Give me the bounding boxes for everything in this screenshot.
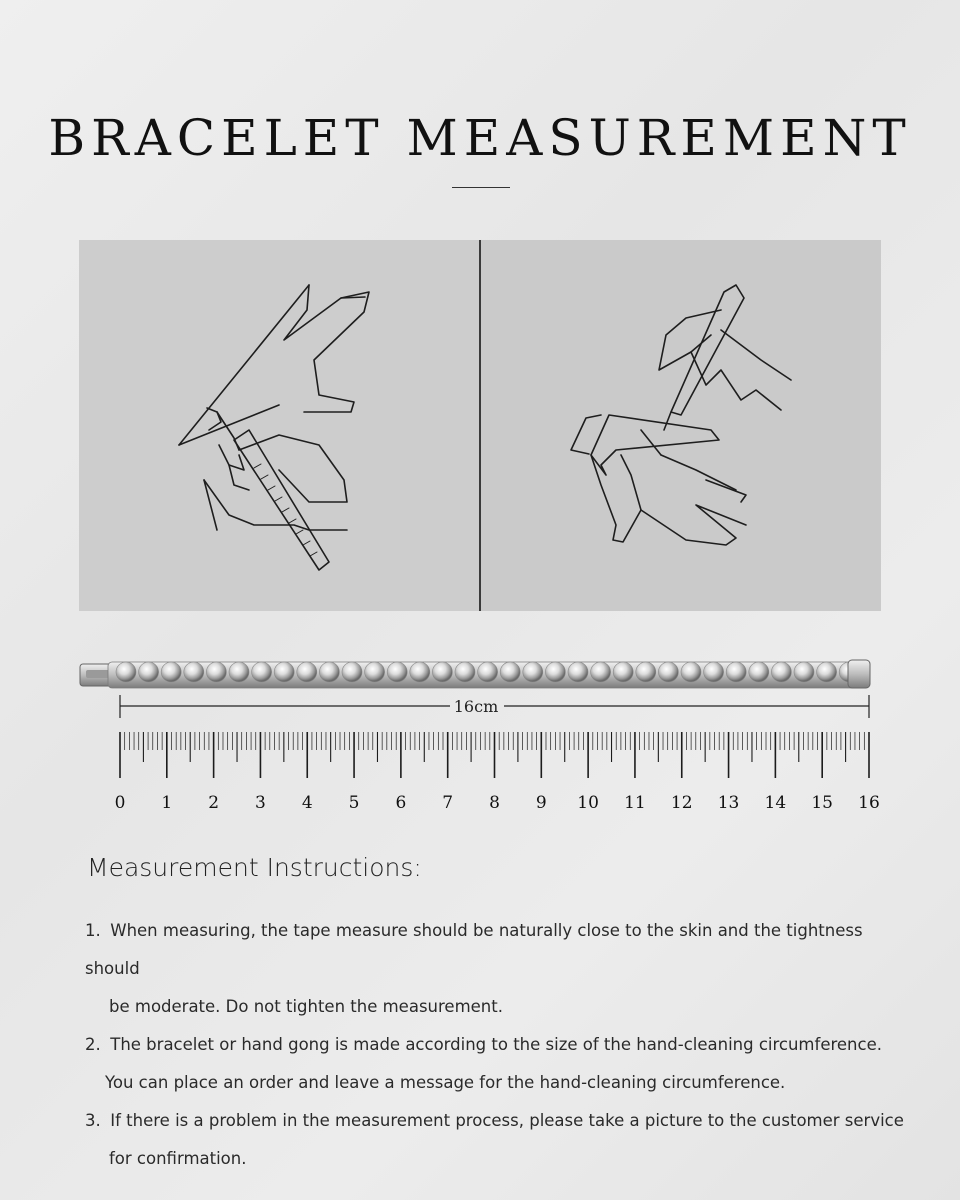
- ruler-tick-label: 9: [535, 793, 547, 813]
- instruction-item-2: [85, 1026, 915, 1102]
- page-title: BRACELET MEASUREMENT: [48, 109, 912, 167]
- illustration-mark-tape: [481, 240, 881, 611]
- bracelet-stone: [297, 662, 317, 682]
- bracelet-stone: [342, 662, 362, 682]
- bracelet-stone: [206, 662, 226, 682]
- instruction-text: When measuring, the tape measure should be naturally close to the skin and the tightness should: [85, 921, 863, 978]
- ruler-tick-label: 3: [255, 793, 266, 813]
- bracelet-stone: [771, 662, 791, 682]
- ruler-tick-label: 16: [858, 793, 880, 813]
- bracelet-stone: [455, 662, 475, 682]
- bracelet-stone: [794, 662, 814, 682]
- measurement-ruler: [100, 690, 890, 824]
- bracelet-stone: [636, 662, 656, 682]
- instruction-text-cont: for confirmation.: [109, 1149, 247, 1168]
- bracelet-stone: [252, 662, 272, 682]
- instruction-number: 2.: [85, 1035, 101, 1054]
- illustration-wrap-tape: [79, 240, 479, 611]
- ruler-tick-label: 0: [114, 793, 126, 813]
- instructions-list: [85, 912, 915, 1178]
- bracelet-stone: [658, 662, 678, 682]
- bracelet-stone: [410, 662, 430, 682]
- bracelet-stone: [478, 662, 498, 682]
- ruler-tick-label: 7: [442, 793, 454, 813]
- ruler-tick-label: 4: [301, 793, 313, 813]
- bracelet-stone: [726, 662, 746, 682]
- panel-divider: [479, 240, 481, 611]
- bracelet-stone: [749, 662, 769, 682]
- ruler-tick-label: 8: [489, 793, 500, 813]
- instruction-item-1: [85, 912, 915, 1026]
- length-label: 16cm: [453, 697, 499, 716]
- bracelet-stone: [523, 662, 543, 682]
- ruler-tick-label: 14: [764, 793, 787, 813]
- bracelet-stone: [704, 662, 724, 682]
- bracelet-stone: [319, 662, 339, 682]
- bracelet-stone: [817, 662, 837, 682]
- bracelet-stone: [591, 662, 611, 682]
- instruction-number: 1.: [85, 921, 101, 940]
- bracelet-stone: [161, 662, 181, 682]
- bracelet-stone: [500, 662, 520, 682]
- ruler-tick-label: 12: [670, 793, 693, 813]
- bracelet-stone: [568, 662, 588, 682]
- illustration-panels: [79, 240, 881, 611]
- ruler-tick-label: 1: [161, 793, 173, 813]
- bracelet-stone: [139, 662, 159, 682]
- instruction-text: If there is a problem in the measurement process, please take a picture to the customer service: [110, 1111, 904, 1130]
- bracelet-stone: [613, 662, 633, 682]
- bracelet-stone: [432, 662, 452, 682]
- bracelet-stone: [387, 662, 407, 682]
- bracelet-stone: [116, 662, 136, 682]
- instruction-item-3: [85, 1102, 915, 1178]
- ruler-tick-label: 15: [811, 793, 834, 813]
- instruction-text-cont: be moderate. Do not tighten the measurement.: [109, 997, 503, 1016]
- bracelet-stone: [229, 662, 249, 682]
- ruler-tick-label: 5: [348, 793, 360, 813]
- instruction-number: 3.: [85, 1111, 101, 1130]
- ruler-tick-label: 11: [624, 793, 646, 813]
- instruction-text: The bracelet or hand gong is made according to the size of the hand-cleaning circumference.: [110, 1035, 882, 1054]
- bracelet-stone: [681, 662, 701, 682]
- title-divider: [452, 187, 510, 188]
- instructions-heading: Measurement Instructions:: [87, 853, 422, 882]
- bracelet-stone: [274, 662, 294, 682]
- ruler-tick-label: 10: [577, 793, 599, 813]
- bracelet-stone: [184, 662, 204, 682]
- bracelet-stone: [545, 662, 565, 682]
- ruler-tick-label: 2: [208, 793, 220, 813]
- ruler-tick-label: 6: [395, 793, 407, 813]
- ruler-tick-label: 13: [717, 793, 740, 813]
- instruction-text-cont: You can place an order and leave a message for the hand-cleaning circumference.: [105, 1073, 786, 1092]
- bracelet-stone: [365, 662, 385, 682]
